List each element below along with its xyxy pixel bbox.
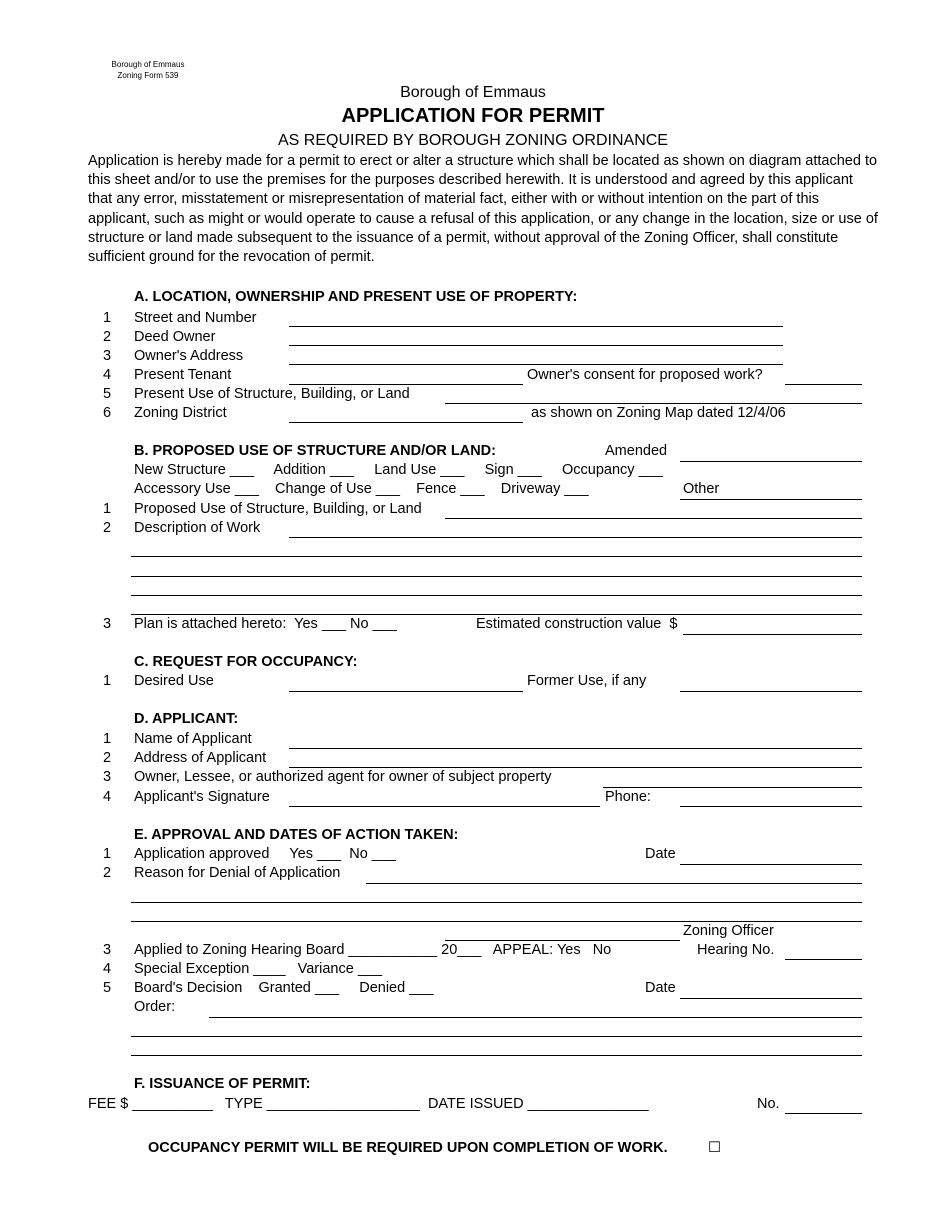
hearing-no-field[interactable]: [785, 959, 862, 960]
denial-reason-line[interactable]: [131, 921, 862, 922]
denial-reason-label: Reason for Denial of Application: [134, 865, 341, 881]
form-org: Borough of Emmaus: [111, 60, 185, 69]
former-use-label: Former Use, if any: [527, 673, 647, 689]
deed-owner-label: Deed Owner: [134, 329, 216, 345]
applicant-role-label: Owner, Lessee, or authorized agent for owner of subject property: [134, 769, 552, 785]
permit-no-label: No.: [757, 1096, 780, 1112]
item-number: 5: [102, 980, 112, 996]
page-title: APPLICATION FOR PERMIT: [341, 105, 605, 127]
item-number: 6: [102, 405, 112, 421]
item-number: 2: [102, 520, 112, 536]
other-label: Other: [683, 481, 720, 497]
form-number: Zoning Form 539: [117, 71, 179, 80]
order-line[interactable]: [131, 1036, 862, 1037]
order-line[interactable]: [131, 1055, 862, 1056]
approval-date-field[interactable]: [680, 864, 862, 865]
intro-paragraph: Application is hereby made for a permit to erect or alter a structure which shall be located as shown on diagram attached to this sheet and/or to use the premises for the purposes described herewith. It is understood and agreed by this applicant that any error, misstatement or misrepresentation of material fact, either with or without intention on the part of this applicant, such as might or would operate to cause a refusal of this application, or any change in the location, size or use of structure or land made subsequent to the issuance of a permit, without approval of the Zoning Officer, shall constitute sufficient ground for the revocation of permit.: [88, 153, 878, 266]
est-value-field[interactable]: [683, 634, 862, 635]
date-label: Date: [645, 980, 676, 996]
amended-field[interactable]: [680, 461, 862, 462]
applicant-role-field[interactable]: [603, 787, 862, 788]
use-options-row2[interactable]: Accessory Use ___ Change of Use ___ Fence ___ Driveway ___: [134, 481, 589, 497]
plan-attached-label[interactable]: Plan is attached hereto: Yes ___ No ___: [134, 616, 397, 632]
item-number: 2: [102, 865, 112, 881]
order-field[interactable]: [209, 1017, 862, 1018]
proposed-use-label: Proposed Use of Structure, Building, or Land: [134, 501, 422, 517]
street-field[interactable]: [289, 326, 783, 327]
hearing-no-label: Hearing No.: [697, 942, 775, 958]
borough-name: Borough of Emmaus: [400, 84, 546, 101]
board-decision-label[interactable]: Board's Decision Granted ___ Denied ___: [134, 980, 434, 996]
present-use-field[interactable]: [445, 403, 862, 404]
item-number: 3: [102, 942, 112, 958]
description-field[interactable]: [289, 537, 862, 538]
section-a-heading: A. LOCATION, OWNERSHIP AND PRESENT USE OF PROPERTY:: [134, 289, 578, 305]
section-e-heading: E. APPROVAL AND DATES OF ACTION TAKEN:: [134, 827, 459, 843]
item-number: 1: [102, 673, 112, 689]
zoning-officer-label: Zoning Officer: [683, 923, 774, 939]
description-label: Description of Work: [134, 520, 261, 536]
proposed-use-field[interactable]: [445, 518, 862, 519]
section-c-heading: C. REQUEST FOR OCCUPANCY:: [134, 654, 358, 670]
item-number: 5: [102, 386, 112, 402]
amended-label: Amended: [605, 443, 668, 459]
phone-field[interactable]: [680, 806, 862, 807]
phone-label: Phone:: [605, 789, 651, 805]
tenant-field[interactable]: [289, 384, 523, 385]
applicant-address-label: Address of Applicant: [134, 750, 267, 766]
applicant-name-label: Name of Applicant: [134, 731, 252, 747]
item-number: 3: [102, 769, 112, 785]
zoning-district-label: Zoning District: [134, 405, 227, 421]
item-number: 1: [102, 310, 112, 326]
desired-use-field[interactable]: [289, 691, 523, 692]
est-value-label: Estimated construction value $: [476, 616, 678, 632]
approved-label[interactable]: Application approved Yes ___ No ___: [134, 846, 396, 862]
zoning-map-note: as shown on Zoning Map dated 12/4/06: [531, 405, 786, 421]
former-use-field[interactable]: [680, 691, 862, 692]
item-number: 2: [102, 750, 112, 766]
occupancy-checkbox[interactable]: ☐: [708, 1140, 721, 1156]
item-number: 3: [102, 616, 112, 632]
item-number: 3: [102, 348, 112, 364]
description-line[interactable]: [131, 595, 862, 596]
description-line[interactable]: [131, 576, 862, 577]
street-label: Street and Number: [134, 310, 257, 326]
item-number: 4: [102, 961, 112, 977]
section-f-heading: F. ISSUANCE OF PERMIT:: [134, 1076, 311, 1092]
denial-reason-field[interactable]: [366, 883, 862, 884]
owner-consent-label: Owner's consent for proposed work?: [527, 367, 763, 383]
order-label: Order:: [134, 999, 176, 1015]
permit-no-field[interactable]: [785, 1113, 862, 1114]
description-line[interactable]: [131, 556, 862, 557]
desired-use-label: Desired Use: [134, 673, 214, 689]
use-options-row1[interactable]: New Structure ___ Addition ___ Land Use ___ Sign ___ Occupancy ___: [134, 462, 663, 478]
zoning-officer-signature-field[interactable]: [445, 940, 680, 941]
hearing-board-label[interactable]: Applied to Zoning Hearing Board ___________ 20___ APPEAL: Yes No: [134, 942, 612, 958]
item-number: 1: [102, 846, 112, 862]
item-number: 4: [102, 789, 112, 805]
decision-date-field[interactable]: [680, 998, 862, 999]
owner-address-field[interactable]: [289, 364, 783, 365]
fee-type-date-row[interactable]: FEE $ __________ TYPE ___________________ DATE ISSUED _______________: [88, 1096, 649, 1112]
other-field[interactable]: [680, 499, 862, 500]
page-subtitle: AS REQUIRED BY BOROUGH ZONING ORDINANCE: [278, 132, 668, 149]
section-b-heading: B. PROPOSED USE OF STRUCTURE AND/OR LAND:: [134, 443, 496, 459]
applicant-name-field[interactable]: [289, 748, 862, 749]
description-line[interactable]: [131, 614, 862, 615]
signature-field[interactable]: [289, 806, 600, 807]
owner-consent-field[interactable]: [785, 384, 862, 385]
owner-address-label: Owner's Address: [134, 348, 244, 364]
denial-reason-line[interactable]: [131, 902, 862, 903]
present-use-label: Present Use of Structure, Building, or Land: [134, 386, 410, 402]
exception-variance-label[interactable]: Special Exception ____ Variance ___: [134, 961, 383, 977]
item-number: 1: [102, 501, 112, 517]
section-d-heading: D. APPLICANT:: [134, 711, 239, 727]
zoning-district-field[interactable]: [289, 422, 523, 423]
date-label: Date: [645, 846, 676, 862]
deed-owner-field[interactable]: [289, 345, 783, 346]
occupancy-notice: OCCUPANCY PERMIT WILL BE REQUIRED UPON COMPLETION OF WORK.: [148, 1140, 668, 1156]
signature-label: Applicant's Signature: [134, 789, 270, 805]
tenant-label: Present Tenant: [134, 367, 232, 383]
item-number: 4: [102, 367, 112, 383]
item-number: 2: [102, 329, 112, 345]
item-number: 1: [102, 731, 112, 747]
applicant-address-field[interactable]: [289, 767, 862, 768]
